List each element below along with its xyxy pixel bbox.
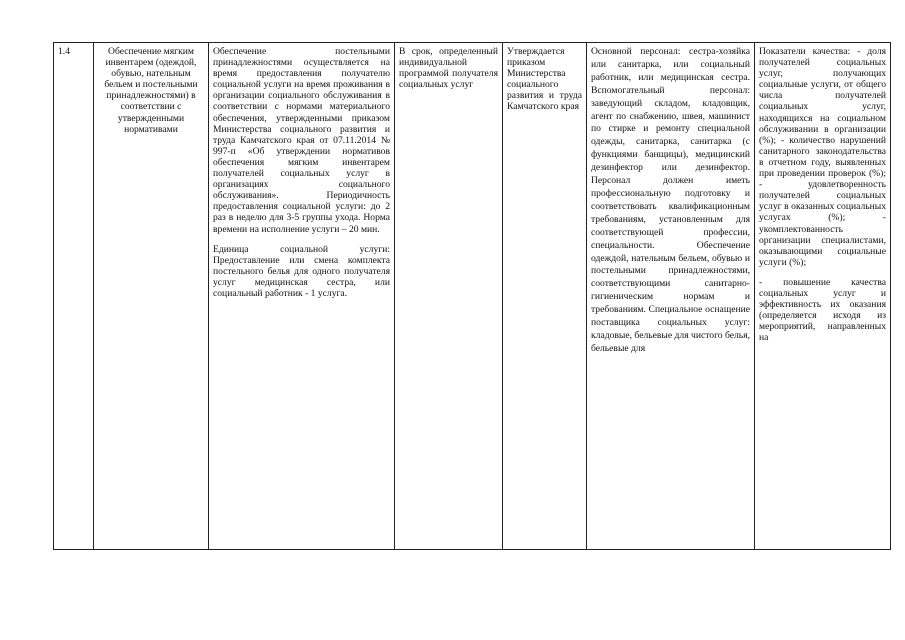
- service-term: В срок, определенный индивидуальной программой получателя социальных услуг: [395, 43, 503, 550]
- service-name: Обеспечение мягким инвентарем (одеждой, обувью, нательным бельем и постельными принадлежностями) в соответствии с утвержденными нормативами: [94, 43, 209, 550]
- row-number: 1.4: [54, 43, 94, 550]
- quality-paragraph: Показатели качества: - доля получателей социальных услуг, получающих социальные услуги, от общего числа получателей социальных услуг, находящихся на социальном обслуживании в организации (%); - количество нарушений санитарного законодательства в отчетном году, выявленных при проведении проверок (%); - удовлетворенность получателей социальных услуг в оказанных социальных услугах (%); - укомплектованность организации специалистами, оказывающими социальные услуги (%);: [759, 46, 886, 268]
- service-description: [209, 43, 395, 550]
- quality-paragraph-2: - повышение качества социальных услуг и эффективность их оказания (определяется исходя из мероприятий, направленных на: [759, 276, 886, 344]
- description-paragraph: Обеспечение постельными принадлежностями осуществляется на время предоставления получателю социальной услуги на время проживания в организации социального обслуживания в соответствии с нормами материального обеспечения, утвержденными приказом Министерства социального развития и труда Камчатского края от 07.11.2014 № 997-п «Об утверждении нормативов обеспечения мягким инвентарем получателей социальных услуг в организациях социального обслуживания». Периодичность предоставления социальной услуги: до 2 раз в неделю для 3-5 группы ухода. Норма времени на исполнение услуги – 20 мин.: [213, 46, 390, 235]
- services-table: [53, 42, 891, 550]
- service-conditions: Основной персонал: сестра-хозяйка или санитарка, или социальный работник, или медицинская сестра. Вспомогательный персонал: заведующий складом, кладовщик, агент по снабжению, швея, машинист по стирке и ремонту специальной одежды, санитарка, санитарка (с функциями банщицы), медицинский дезинфектор или дезинфектор. Персонал должен иметь профессиональную подготовку и соответствовать квалификационным требованиям, установленным для соответствующей профессии, специальности. Обеспечение одеждой, нательным бельем, обувью и постельными принадлежностями, соответствующими санитарно-гигиеническим нормам и требованиям. Специальное оснащение поставщика социальных услуг: кладовые, бельевые для чистого белья, бельевые для: [587, 43, 755, 550]
- approval-note: Утверждается приказом Министерства социального развития и труда Камчатского края: [503, 43, 587, 550]
- table-row: [54, 43, 891, 550]
- quality-indicators: [755, 43, 891, 550]
- description-unit-paragraph: Единица социальной услуги: Предоставление или смена комплекта постельного белья для одного получателя услуг медицинская сестра, или социальный работник - 1 услуга.: [213, 243, 390, 299]
